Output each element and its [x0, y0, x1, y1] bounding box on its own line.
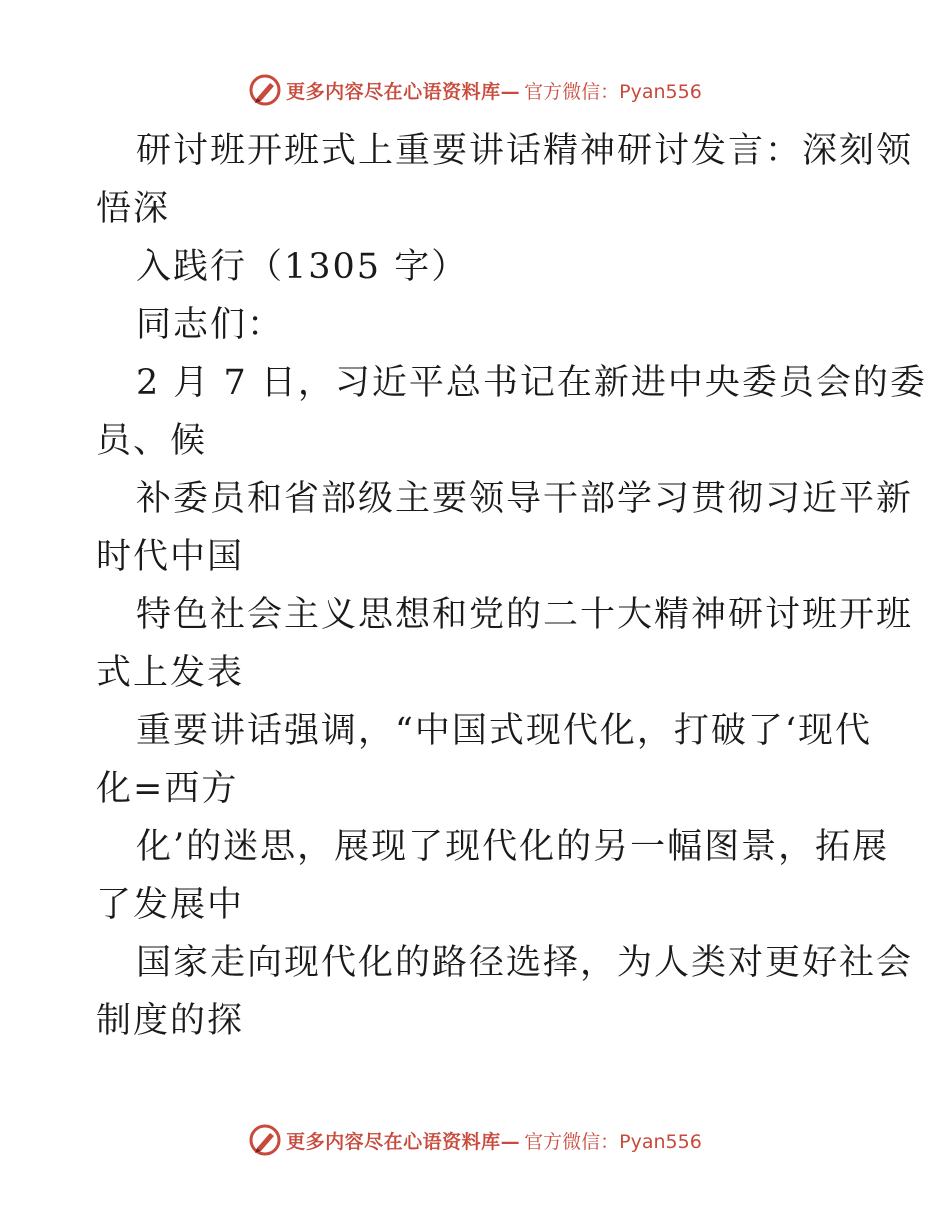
text-line: 化’的迷思，展现了现代化的另一幅图景，拓展: [136, 827, 890, 867]
document-body: [96, 122, 927, 1050]
footer-watermark: [0, 1120, 950, 1160]
text-line: 悟深: [96, 189, 171, 229]
watermark-text: 更多内容尽在心语资料库—: [286, 1130, 521, 1153]
watermark-contact: 官方微信：Pyan556: [524, 1130, 702, 1153]
watermark-contact: 官方微信：Pyan556: [524, 80, 702, 103]
watermark-text: 更多内容尽在心语资料库—: [286, 80, 521, 103]
text-line: 国家走向现代化的路径选择，为人类对更好社会: [136, 943, 914, 983]
text-line: 特色社会主义思想和党的二十大精神研讨班开班: [136, 595, 914, 635]
text-line: 式上发表: [96, 653, 245, 693]
text-line: 2 月 7 日，习近平总书记在新进中央委员会的委: [136, 363, 927, 403]
header-watermark: [0, 70, 950, 110]
text-line: 补委员和省部级主要领导干部学习贯彻习近平新: [136, 479, 914, 519]
text-line: 化=西方: [96, 769, 239, 809]
text-line: 研讨班开班式上重要讲话精神研讨发言：深刻领: [136, 131, 914, 171]
text-line: 同志们：: [136, 305, 285, 345]
text-line: 制度的探: [96, 1001, 245, 1041]
text-line: 时代中国: [96, 537, 245, 577]
text-line: 员、候: [96, 421, 208, 461]
pen-logo-icon: [248, 73, 282, 107]
pen-logo-icon: [248, 1123, 282, 1157]
text-line: 入践行（1305 字）: [136, 247, 469, 287]
text-line: 重要讲话强调，“中国式现代化，打破了‘现代: [136, 711, 873, 751]
text-line: 了发展中: [96, 885, 245, 925]
